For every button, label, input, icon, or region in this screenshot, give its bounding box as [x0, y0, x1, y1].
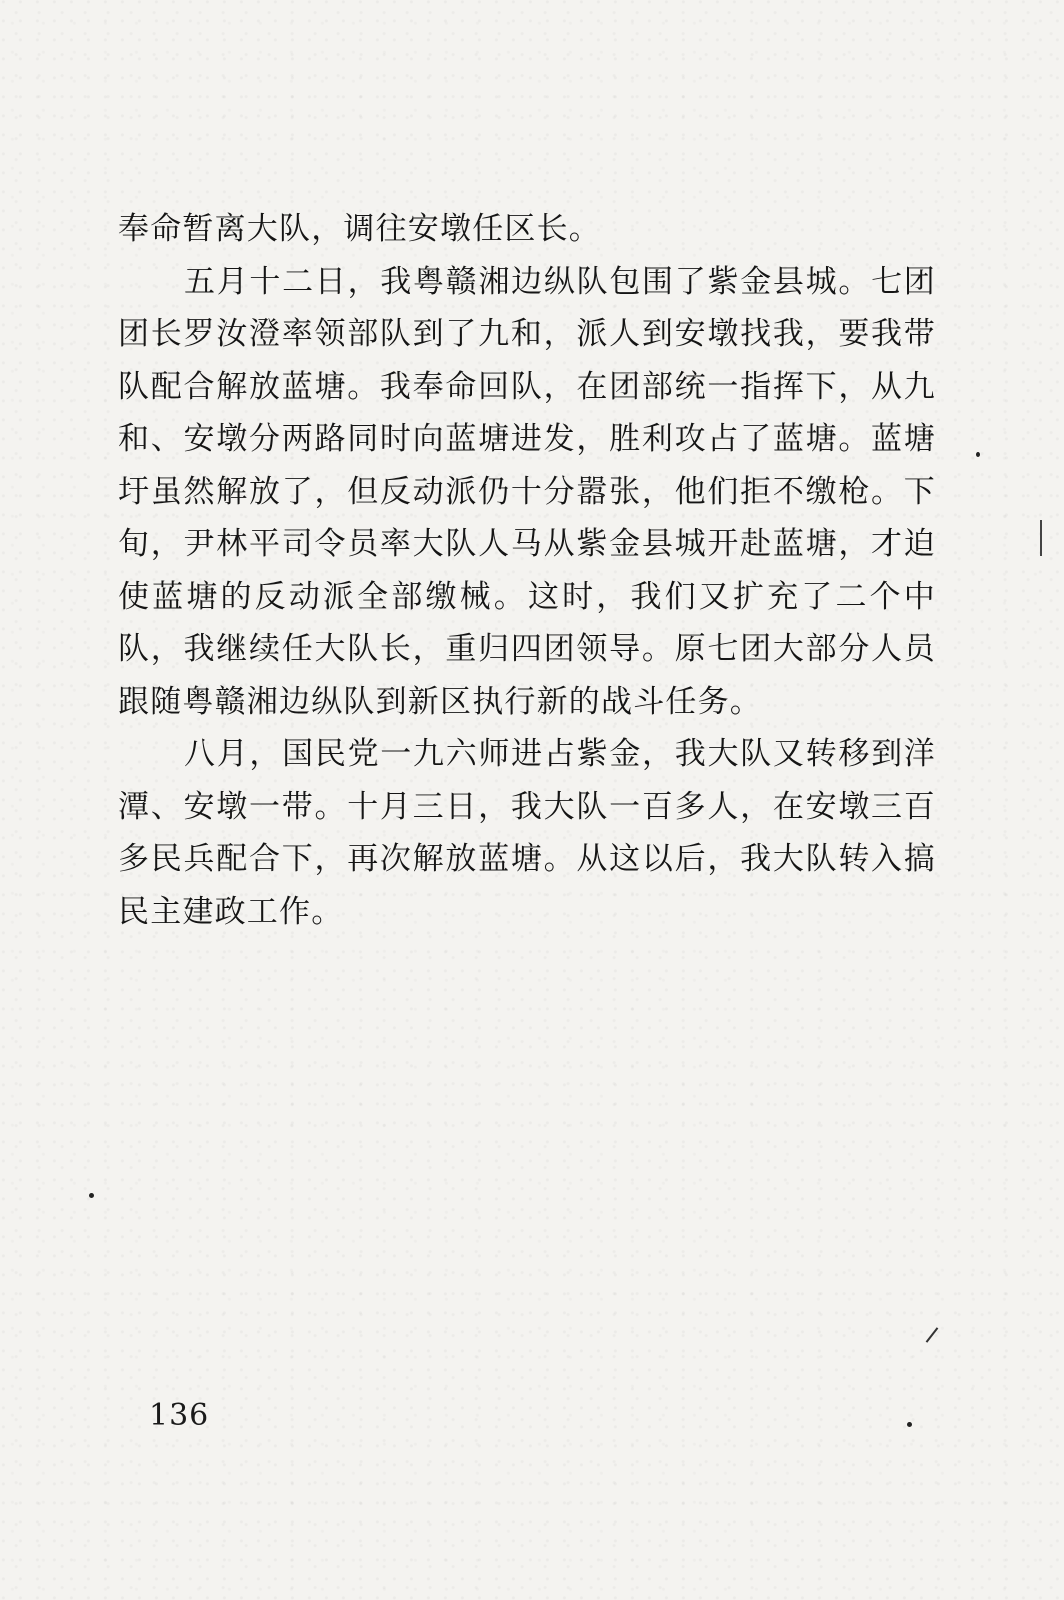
scan-mark	[1040, 520, 1042, 556]
body-text	[118, 203, 936, 938]
page-number: 136	[149, 1398, 210, 1433]
scan-speck	[976, 452, 980, 457]
scan-speck	[89, 1193, 94, 1198]
paragraph-continuation: 奉命暂离大队，调往安墩任区长。	[118, 211, 601, 247]
scan-scratch	[926, 1327, 939, 1342]
scan-speck	[907, 1422, 912, 1427]
paragraph-liberation-of-lantang: 五月十二日，我粤赣湘边纵队包围了紫金县城。七团团长罗汝澄率领部队到了九和，派人到安墩找我，要我带队配合解放蓝塘。我奉命回队，在团部统一指挥下，从九和、安墩分两路同时向蓝塘进发，胜利攻占了蓝塘。蓝塘圩虽然解放了，但反动派仍十分嚣张，他们拒不缴枪。下旬，尹林平司令员率大队人马从紫金县城开赴蓝塘，才迫使蓝塘的反动派全部缴械。这时，我们又扩充了二个中队，我继续任大队长，重归四团领导。原七团大部分人员跟随粤赣湘边纵队到新区执行新的战斗任务。	[118, 263, 936, 720]
paragraph-second-liberation: 八月，国民党一九六师进占紫金，我大队又转移到洋潭、安墩一带。十月三日，我大队一百多人，在安墩三百多民兵配合下，再次解放蓝塘。从这以后，我大队转入搞民主建政工作。	[118, 736, 936, 930]
